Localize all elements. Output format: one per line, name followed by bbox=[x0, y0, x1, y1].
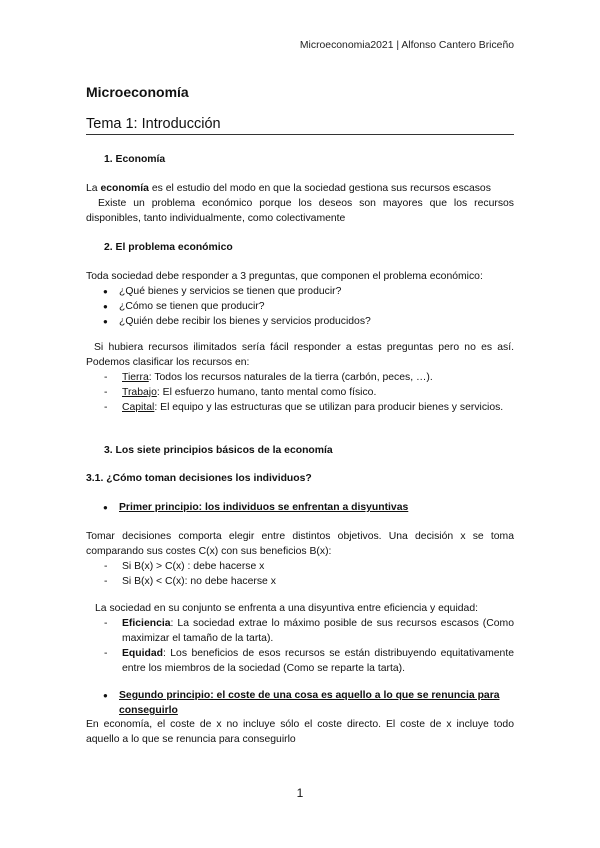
section-2-paragraph-2: Si hubiera recursos ilimitados sería fácil responder a estas preguntas pero no es así. Podemos clasificar los recursos en: bbox=[86, 342, 514, 368]
term-tierra: Tierra bbox=[122, 372, 149, 383]
page-number: 1 bbox=[296, 786, 304, 800]
principle-1-list bbox=[86, 500, 514, 515]
list-item bbox=[104, 646, 514, 676]
section-3-heading: 3. Los siete principios básicos de la economía bbox=[104, 445, 333, 456]
list-item bbox=[104, 400, 514, 415]
list-item bbox=[104, 616, 514, 646]
list-item: ● ¿Qué bienes y servicios se tienen que producir? bbox=[86, 284, 514, 299]
section-2-intro: Toda sociedad debe responder a 3 preguntas, que componen el problema económico: bbox=[86, 271, 483, 282]
list-item: - Si B(x) < C(x): no debe hacerse x bbox=[104, 574, 514, 589]
principle-1-heading: ● Primer principio: los individuos se enfrentan a disyuntivas bbox=[86, 500, 514, 515]
text-run: : La sociedad extrae lo máximo posible de sus recursos escasos (Como maximizar el tamaño de la tarta). bbox=[122, 618, 514, 644]
text-run: : Todos los recursos naturales de la tierra (carbón, peces, …). bbox=[148, 372, 433, 383]
page-header: Microeconomia2021 | Alfonso Cantero Briceño bbox=[299, 40, 514, 51]
society-paragraph: La sociedad en su conjunto se enfrenta a una disyuntiva entre eficiencia y equidad: bbox=[95, 603, 478, 614]
decision-rules-list bbox=[104, 559, 514, 589]
section-1-paragraph-2: Existe un problema económico porque los deseos son mayores que los recursos disponibles, tanto individualmente, como colectivamente bbox=[86, 198, 514, 224]
text-run: La bbox=[86, 183, 101, 194]
text-run: : El equipo y las estructuras que se utilizan para producir bienes y servicios. bbox=[154, 402, 504, 413]
text-run: : Los beneficios de esos recursos se están distribuyendo equitativamente entre los miembros de la sociedad (Como se reparte la tarta). bbox=[122, 648, 514, 674]
list-item: - Si B(x) > C(x) : debe hacerse x bbox=[104, 559, 514, 574]
section-2-heading: 2. El problema económico bbox=[104, 242, 233, 253]
principle-2-paragraph: En economía, el coste de x no incluye sólo el coste directo. El coste de x incluye todo aquello a lo que se renuncia para conseguirlo bbox=[86, 719, 514, 745]
section-1-heading: 1. Economía bbox=[104, 154, 166, 165]
section-1-paragraph-1 bbox=[86, 181, 514, 196]
list-item bbox=[104, 385, 514, 400]
term-eficiencia: Eficiencia bbox=[122, 618, 171, 629]
term-equidad: Equidad bbox=[122, 648, 163, 659]
list-item: ● ¿Cómo se tienen que producir? bbox=[86, 299, 514, 314]
text-run: es el estudio del modo en que la sociedad gestiona sus recursos escasos bbox=[148, 183, 491, 194]
resources-list bbox=[104, 370, 514, 415]
list-item bbox=[104, 370, 514, 385]
list-item: ● ¿Quién debe recibir los bienes y servicios producidos? bbox=[86, 314, 514, 329]
term-economia: economía bbox=[100, 183, 149, 194]
efficiency-equity-list bbox=[104, 616, 514, 676]
term-trabajo: Trabajo bbox=[122, 387, 157, 398]
questions-list bbox=[86, 284, 514, 329]
subsection-3-1-heading: 3.1. ¿Cómo toman decisiones los individuos? bbox=[86, 473, 312, 484]
principle-1-paragraph: Tomar decisiones comporta elegir entre distintos objetivos. Una decisión x se toma comparando sus costes C(x) con sus beneficios B(x): bbox=[86, 531, 514, 557]
principle-2-list bbox=[86, 688, 514, 718]
chapter-title: Tema 1: Introducción bbox=[86, 117, 514, 135]
principle-2-heading: ● Segundo principio: el coste de una cosa es aquello a lo que se renuncia para conseguirlo bbox=[86, 688, 514, 718]
term-capital: Capital bbox=[122, 402, 155, 413]
text-run: : El esfuerzo humano, tanto mental como físico. bbox=[156, 387, 377, 398]
document-title: Microeconomía bbox=[86, 84, 189, 100]
